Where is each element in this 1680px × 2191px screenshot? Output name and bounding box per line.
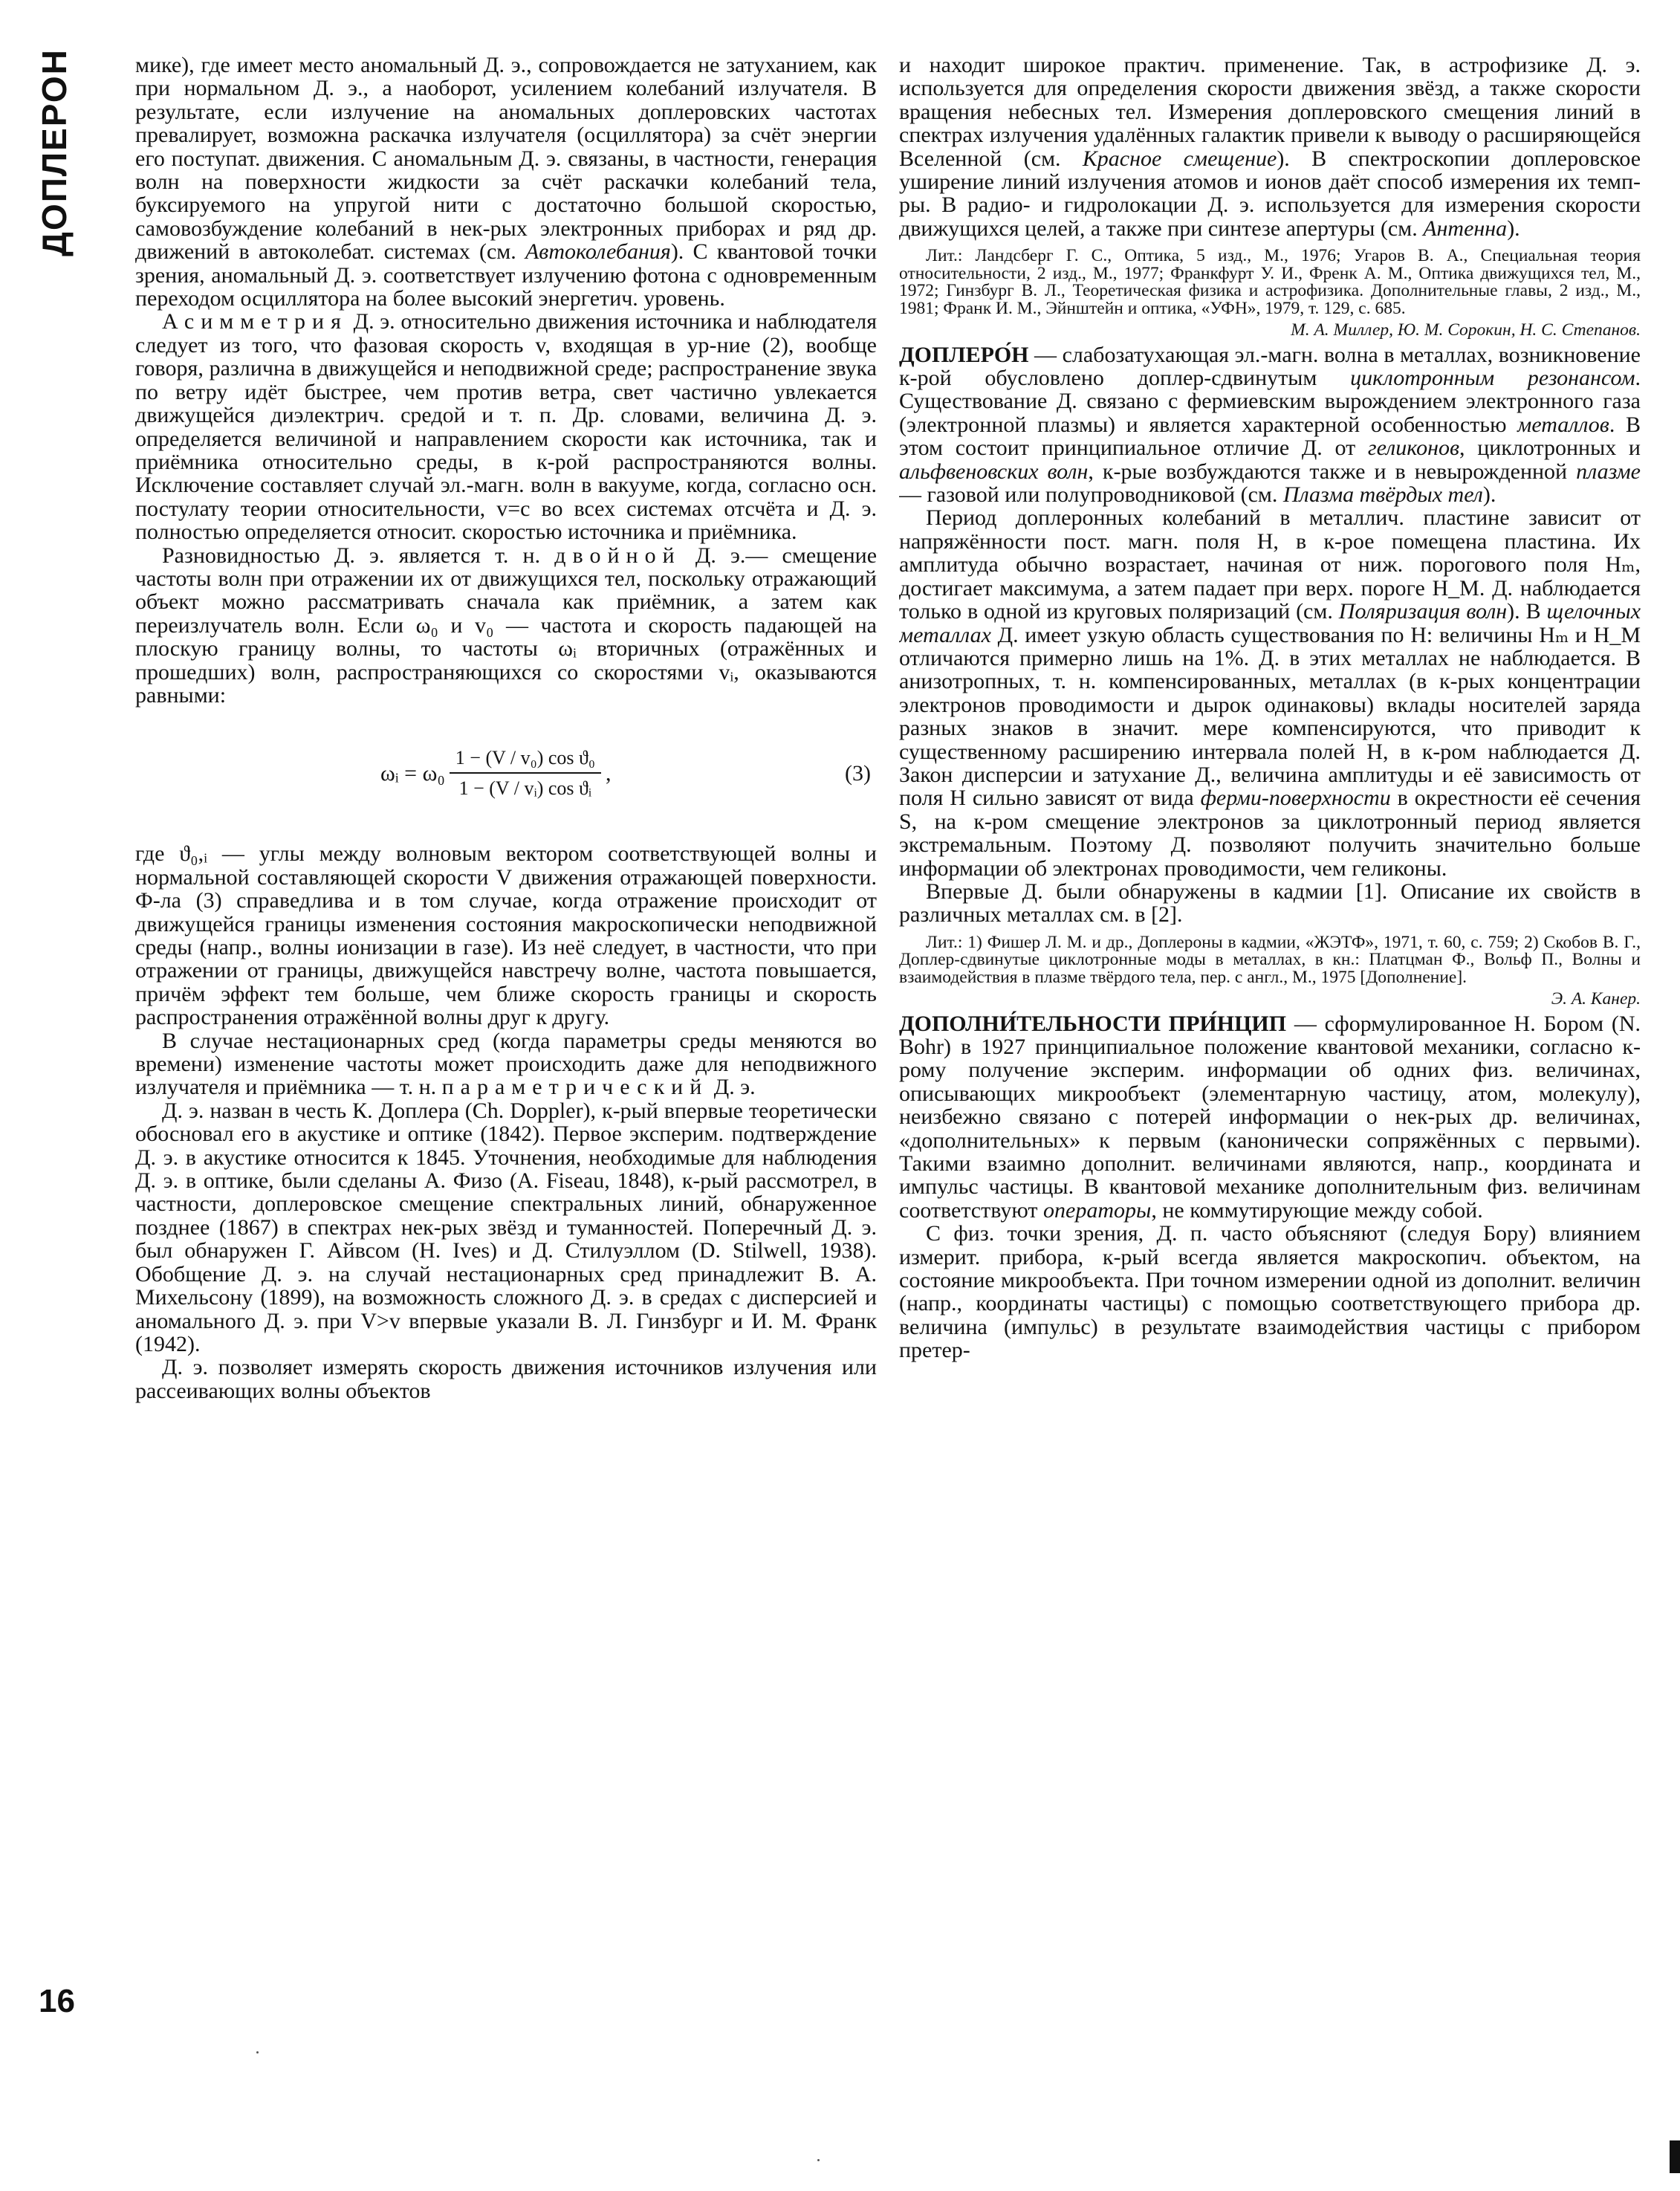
paragraph: В случае нестационарных сред (когда параметры среды меняются во времени) изменение частоты может происходить даже для неподвижного излучателя и приёмника — т. н. параметрический Д. э.: [135, 1028, 877, 1100]
cross-reference: Автоколебания: [525, 239, 671, 265]
literature-list: Лит.: 1) Фишер Л. М. и др., Доплероны в кадмии, «ЖЭТФ», 1971, т. 60, с. 759; 2) Скобов В. Г., Доплер-сдвинутые циклотронные моды в металлах, в кн.: Платцман Ф., Вольф П., Волны и взаимодействия в плазме твёрдого тела, пер. с англ., М., 1975 [Дополнение].: [899, 932, 1641, 987]
paragraph: Д. э. позволяет измерять скорость движения источников излучения или рассеивающих волны объектов: [135, 1355, 877, 1403]
entry-complementarity: ДОПОЛНИ́ТЕЛЬНОСТИ ПРИ́НЦИП — сформулированное Н. Бором (N. Bohr) в 1927 принципиальное положение квантовой механики, согласно к-рому получение эксперим. информации об одних физ. величинах, описывающих микрообъект (элементарную частицу, атом, молекулу), неизбежно связано с потерей информации о нек-рых др. величинах, «дополнительных» к первым (канонически сопряжённых с первыми). Такими взаимно дополнит. величинами являются, напр., координата и импульс частицы. В квантовой механике дополнительным физ. величинам соответствуют операторы, не коммутирующие между собой.: [899, 1011, 1641, 1223]
paragraph: Д. э. назван в честь К. Доплера (Ch. Doppler), к-рый впервые теоретически обосновал его в акустике и оптике (1842). Первое эксперим. подтверждение Д. э. в акустике относится к 1845. Уточнения, необходимые для наблюдения Д. э. в оптике, были сделаны А. Физо (A. Fiseau, 1848), к-рый рассмотрел, в частности, доплеровское смещение спектральных линий, обнаруженное позднее (1867) в спектрах нек-рых звёзд и туманностей. Поперечный Д. э. был обнаружен Г. Айвсом (H. Ives) и Д. Стилуэллом (D. Stilwell, 1938). Обобщение Д. э. на случай нестационарных сред принадлежит В. А. Михельсону (1899), на возможность сложного Д. э. в средах с дисперсией и аномального Д. э. при V>v впервые указали В. Л. Гинзбург и И. М. Франк (1942).: [135, 1098, 877, 1356]
formula-fraction: [450, 746, 601, 800]
left-column: [135, 54, 877, 2016]
paragraph: Асимметрия Д. э. относительно движения источника и наблюдателя следует из того, что фазовая скорость v, входящая в ур-ние (2), вообще говоря, различна в движущейся и неподвижной среде; распространение звука по ветру идёт быстрее, чем против ветра, свет частично увлекается движущейся диэлектрич. средой и т. п. Др. словами, величина Д. э. определяется величиной и направлением скорости как источника, так и приёмника относительно среды, в к-рой распространяются волны. Исключение составляет случай эл.-магн. волн в вакууме, когда, согласно осн. постулату теории относительности, v=c во всех системах отсчёта и Д. э. полностью определяется относит. скоростью источника и приёмника.: [135, 309, 877, 545]
paragraph: С физ. точки зрения, Д. п. часто объясняют (следуя Бору) влиянием измерит. прибора, к-рый всегда является макроскопич. объектом, на состояние микрообъекта. При точном измерении одной из дополнит. величин (напр., координаты частицы) с помощью соответствующего прибора др. величина (импульс) в результате взаимодействия частицы с прибором претер-: [899, 1221, 1641, 1363]
cross-reference: Поляризация волн: [1338, 599, 1508, 624]
author-signature: М. А. Миллер, Ю. М. Сорокин, Н. С. Степанов.: [1291, 320, 1641, 340]
equation-number: (3): [845, 760, 871, 786]
spaced-term: параметрический: [441, 1075, 709, 1100]
literature-list: Лит.: Ландсберг Г. С., Оптика, 5 изд., М., 1976; Угаров В. А., Специальная теория относительности, 2 изд., М., 1977; Франкфурт У. И., Френк А. М., Оптика движущихся тел, М., 1972; Гинзбург В. Л., Теоретическая физика и астрофизика. Дополнительные главы, 2 изд., М., 1981; Франк И. М., Эйнштейн и оптика, «УФН», 1979, т. 129, с. 685.: [899, 246, 1641, 319]
paragraph: где ϑ₀,ᵢ — углы между волновым вектором соответствующей волны и нормальной составляющей скорости V движения отражающей поверхности. Ф-ла (3) справедлива и в том случае, когда отражение происходит от движущейся границы изменения состояния макроскопически неподвижной среды (напр., волны ионизации в газе). Из неё следует, в частности, что при отражении от границы, движущейся навстречу волне, частота повышается, причём эффект тем больше, чем ближе скорость границы и скорость распространения отражённой волны друг к другу.: [135, 841, 877, 1030]
cross-reference: Красное смещение: [1082, 146, 1277, 171]
headword: ДОПЛЕРО́Н: [899, 342, 1029, 367]
paragraph: Разновидностью Д. э. является т. н. двойной Д. э.— смещение частоты волн при отражении их от движущихся тел, поскольку отражающий объект можно рассматривать сначала как приёмник, а затем как переизлучатель волн. Если ω₀ и v₀ — частота и скорость падающей на плоскую границу волны, то частоты ωᵢ вторичных (отражённых и прошедших) волн, распространяющихся со скоростями vᵢ, оказываются равными:: [135, 543, 877, 708]
cross-reference: плазме: [1576, 459, 1641, 484]
cross-reference: альфвеновских волн: [899, 459, 1089, 484]
author-signature: Э. А. Канер.: [1551, 988, 1641, 1009]
headword: ДОПОЛНИ́ТЕЛЬНОСТИ ПРИ́НЦИП: [899, 1011, 1287, 1036]
cross-reference: циклотронным резонансом: [1350, 366, 1635, 391]
spaced-term: Асимметрия: [162, 309, 348, 334]
cross-reference: металлов: [1517, 412, 1609, 437]
scan-speck: [817, 2159, 820, 2161]
cross-reference: ферми-поверхности: [1200, 786, 1391, 811]
paragraph: Период доплеронных колебаний в металлич. пластине зависит от напряжённости пост. магн. поля H, в к-рое помещена пластина. Их амплитуда обычно возрастает, начиная от ниж. порогового поля Hₘ, достигает максимума, а затем падает при верх. пороге H_M. Д. наблюдается только в одной из круговых поляризаций (см. Поляризация волн). В щелочных металлах Д. имеет узкую область существования по H: величины Hₘ и H_M отличаются примерно лишь на 1%. Д. в этих металлах не наблюдается. В анизотропных, т. н. компенсированных, металлах (в к-рых концентрации электронов проводимости и дырок одинаковы) вклады носителей заряда разных знаков в значит. мере компенсируются, что приводит к существенному расширению интервала полей H, в к-ром наблюдается Д. Закон дисперсии и затухание Д., величина амплитуды и её зависимость от поля H сильно зависят от вида ферми-поверхности в окрестности её сечения S, на к-ром смещение электронов за циклотронный период является экстремальным. Поэтому Д. позволяют получить значительно больше информации об электронах проводимости, чем геликоны.: [899, 505, 1641, 881]
right-column: [899, 54, 1641, 2016]
formula-3: ωᵢ = ω₀ $\frac{\text{1 − (V / v₀) cos ϑ₀}}{\text{1 − (V / vᵢ) cos ϑᵢ}}$ , (3): [380, 746, 871, 800]
running-head: [13, 45, 95, 260]
formula-numerator: 1 − (V / v₀) cos ϑ₀: [450, 746, 601, 774]
cross-reference: операторы: [1043, 1197, 1152, 1223]
cross-reference: Плазма твёрдых тел: [1282, 482, 1483, 508]
paragraph: и находит широкое практич. применение. Так, в астрофизике Д. э. используется для определения скорости движения звёзд, а также скорости вращения небесных тел. Измерения доплеровского смещения линий в спектрах излучения удалённых галактик привели к выводу о расширяющейся Вселенной (см. Красное смещение). В спектроскопии доплеровское уширение линий излучения атомов и ионов даёт способ измерения их темп-ры. В радио- и гидролокации Д. э. используется для измерения скорости движущихся целей, а также при синтезе апертуры (см. Антенна).: [899, 54, 1641, 241]
spaced-term: двойной: [554, 543, 681, 568]
formula-lhs: ωᵢ = ω₀: [380, 760, 445, 786]
cross-reference: щелочных металлах: [899, 599, 1641, 647]
entry-doppleron: ДОПЛЕРО́Н — слабозатухающая эл.-магн. волна в металлах, возникновение к-рой обусловлено доплер-сдвинутым циклотронным резонансом. Существование Д. связано с фермиевским вырождением электронного газа (электронной плазмы) и является характерной особенностью металлов. В этом состоит принципиальное отличие Д. от геликонов, циклотронных и альфвеновских волн, к-рые возбуждаются также и в невырожденной плазме — газовой или полупроводниковой (см. Плазма твёрдых тел).: [899, 342, 1641, 508]
paragraph: Впервые Д. были обнаружены в кадмии [1]. Описание их свойств в различных металлах см. в [2].: [899, 878, 1641, 928]
scan-speck: [256, 2051, 259, 2054]
cross-reference: геликонов: [1367, 436, 1460, 461]
paragraph: мике), где имеет место аномальный Д. э., сопровождается не затуханием, как при нормальном Д. э., а наоборот, усилением колебаний излучателя. В результате, если излучение на аномальных доплеровских частотах превалирует, возможна раскачка излучателя (осциллятора) за счёт энергии его поступат. движения. С аномальным Д. э. связаны, в частности, генерация волн на поверхности жидкости за счёт раскачки колебаний тела, буксируемого на упругой нити с достаточно большой скоростью, самовозбуждение колебаний в нек-рых электронных приборах и ряд др. движений в автоколебат. системах (см. Автоколебания). С квантовой точки зрения, аномальный Д. э. соответствует излучению фотона с одновременным переходом осциллятора на более высокий энергетич. уровень.: [135, 54, 877, 311]
edge-mark: [1670, 2140, 1680, 2173]
page-number: 16: [39, 1983, 75, 2019]
running-head-text: ДОПЛЕРОН: [35, 48, 74, 256]
formula-denominator: 1 − (V / vᵢ) cos ϑᵢ: [458, 777, 592, 800]
cross-reference: Антенна: [1423, 216, 1508, 241]
